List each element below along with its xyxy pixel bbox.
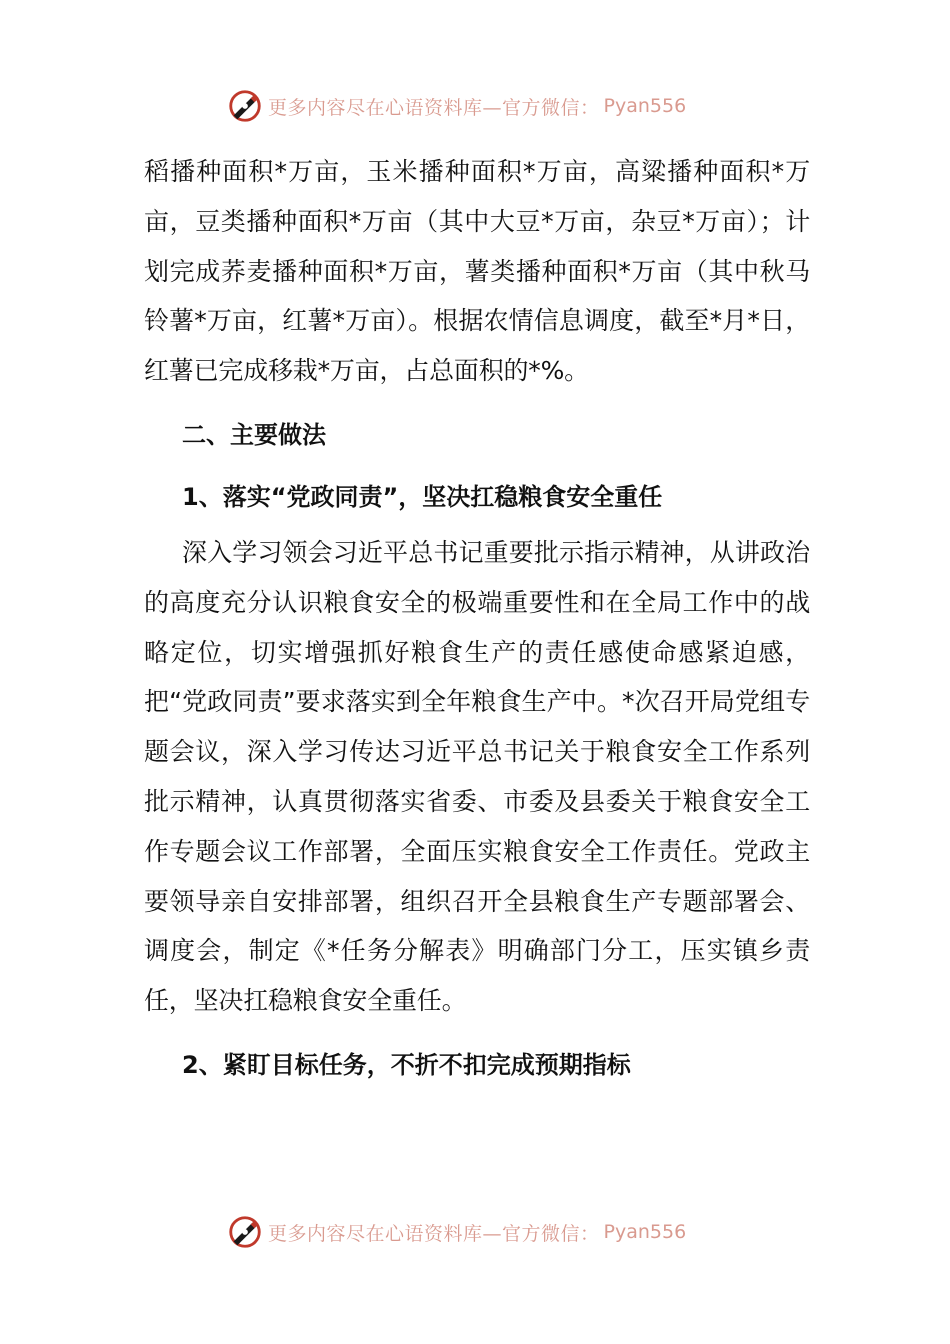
watermark-wechat-id: Pyan556 bbox=[603, 1221, 687, 1243]
paragraph-1: 深入学习领会习近平总书记重要批示指示精神，从讲政治的高度充分认识粮食安全的极端重要性和在全局工作中的战略定位，切实增强抓好粮食生产的责任感使命感紧迫感，把“党政同责”要求落实到全年粮食生产中。*次召开局党组专题会议，深入学习传达习近平总书记关于粮食安全工作系列批示精神，认真贯彻落实省委、市委及县委关于粮食安全工作专题会议工作部署，全面压实粮食安全工作责任。党政主要领导亲自安排部署，组织召开全县粮食生产专题部署会、调度会，制定《*任务分解表》明确部门分工，压实镇乡责任，坚决扛稳粮食安全重任。 bbox=[144, 537, 810, 1016]
pen-nib-logo-icon bbox=[226, 87, 264, 125]
document-body bbox=[144, 147, 810, 1096]
watermark-footer bbox=[226, 1212, 686, 1252]
watermark-wechat-id: Pyan556 bbox=[603, 95, 687, 117]
pen-nib-logo-icon bbox=[226, 1213, 264, 1251]
watermark-text: 更多内容尽在心语资料库—官方微信： bbox=[268, 1222, 600, 1245]
watermark-header bbox=[226, 86, 686, 126]
watermark-text: 更多内容尽在心语资料库—官方微信： bbox=[268, 96, 600, 119]
section-heading: 二、主要做法 bbox=[182, 420, 326, 449]
subheading-1: 1、落实“党政同责”，坚决扛稳粮食安全重任 bbox=[182, 482, 663, 511]
subheading-2: 2、紧盯目标任务，不折不扣完成预期指标 bbox=[182, 1050, 631, 1079]
paragraph-continued: 稻播种面积*万亩，玉米播种面积*万亩，高粱播种面积*万亩，豆类播种面积*万亩（其中大豆*万亩，杂豆*万亩）；计划完成荞麦播种面积*万亩，薯类播种面积*万亩（其中秋马铃薯*万亩，红薯*万亩）。根据农情信息调度，截至*月*日，红薯已完成移栽*万亩，占总面积的*%。 bbox=[144, 157, 810, 386]
